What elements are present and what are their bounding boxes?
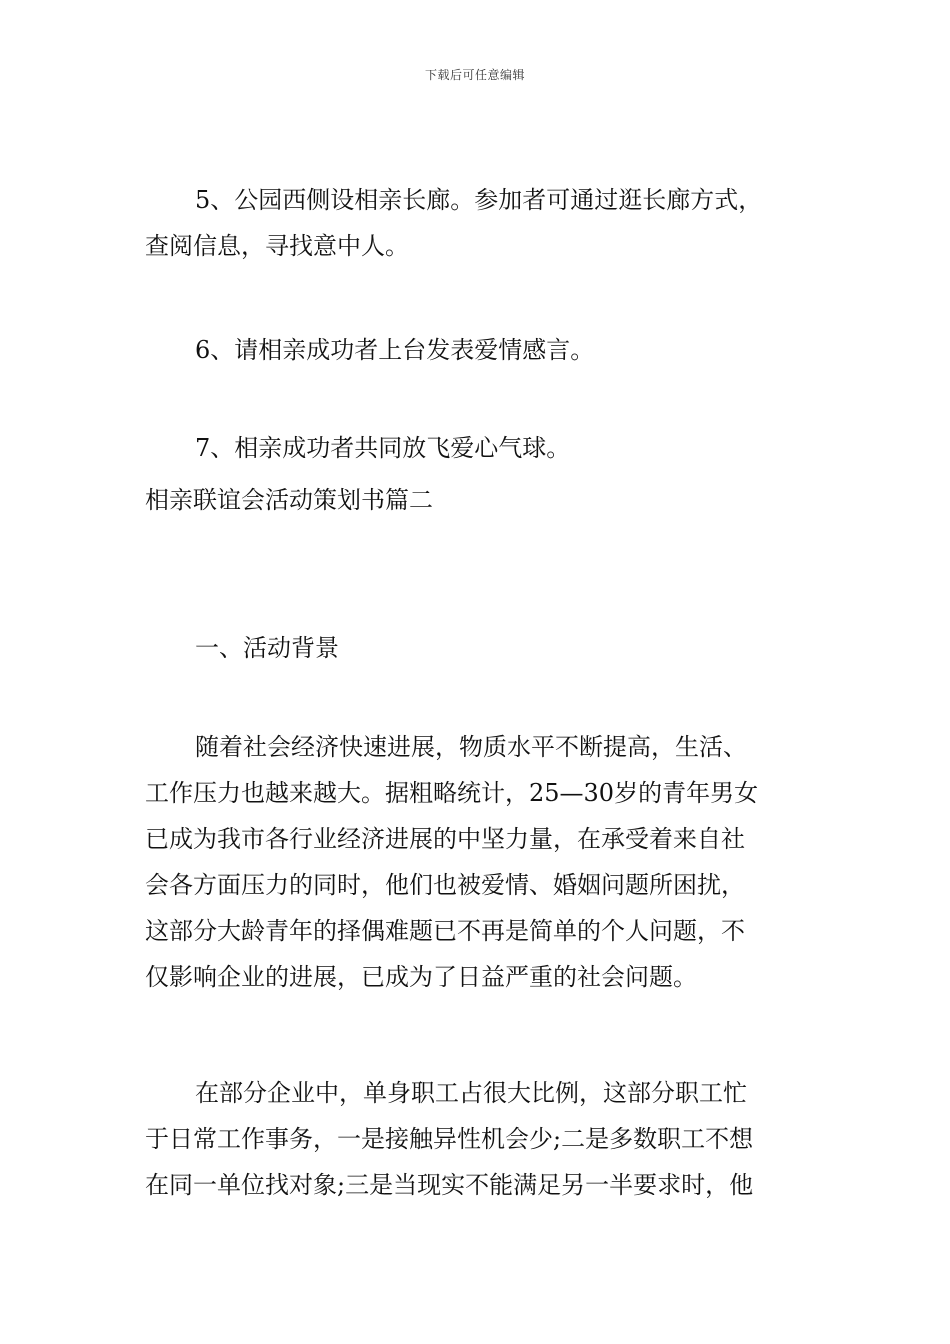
- list-item-6: 6、请相亲成功者上台发表爱情感言。: [195, 336, 595, 364]
- background-paragraph-2: 在部分企业中，单身职工占很大比例，这部分职工忙 于日常工作事务，一是接触异性机会少;二是多数职工不想 在同一单位找对象;三是当现实不能满足另一半要求时，他: [145, 1079, 754, 1199]
- background-paragraph-1: 随着社会经济快速进展，物质水平不断提高，生活、 工作压力也越来越大。据粗略统计，25—30岁的青年男女 已成为我市各行业经济进展的中坚力量，在承受着来自社 会各方面压力的同时，他们也被爱情、婚姻问题所困扰， 这部分大龄青年的择偶难题已不再是简单的个人问题，不 仅影响企业的进展，已成为了日益严重的社会问题。: [145, 733, 759, 991]
- section-heading: 一、活动背景: [195, 634, 339, 662]
- list-item-5-line-2: 查阅信息，寻找意中人。: [145, 232, 409, 260]
- list-item-5-line-1: 5、公园西侧设相亲长廊。参加者可通过逛长廊方式，: [195, 186, 763, 214]
- list-item-5: [145, 177, 810, 269]
- section-title: 相亲联谊会活动策划书篇二: [145, 486, 433, 514]
- header-note: 下载后可任意编辑: [424, 68, 525, 82]
- list-item-7: 7、相亲成功者共同放飞爱心气球。: [195, 434, 571, 462]
